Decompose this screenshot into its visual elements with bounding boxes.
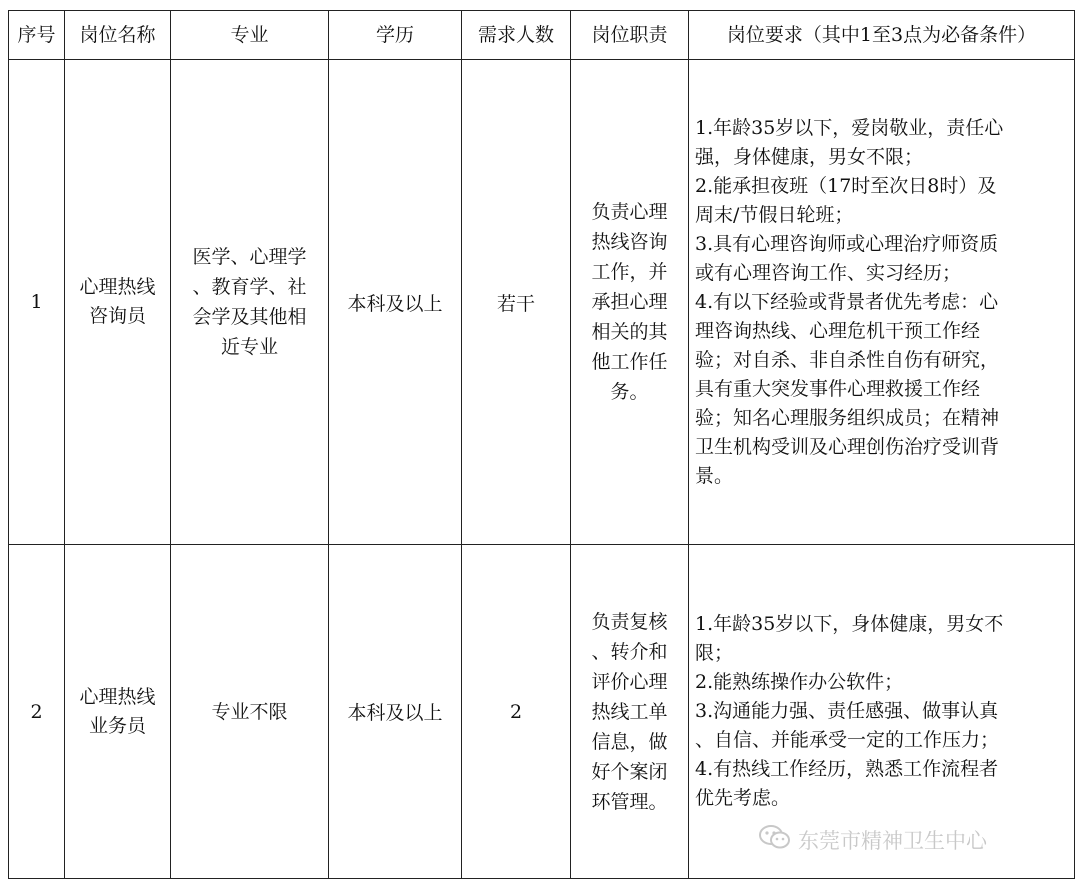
row-position (65, 60, 171, 545)
requirement-line: 卫生机构受训及心理创伤治疗受训背 (695, 435, 1000, 458)
position-line: 咨询员 (88, 305, 146, 327)
requirement-line: 景。 (695, 464, 734, 487)
header-education: 学历 (329, 11, 462, 60)
requirement-line: 强，身体健康，男女不限； (695, 145, 924, 168)
requirement-line: 1.年龄35岁以下，身体健康，男女不 (695, 613, 1004, 635)
row-education: 本科及以上 (329, 545, 462, 879)
major-line: 、教育学、社 (192, 276, 307, 298)
requirement-line: 4.有热线工作经历，熟悉工作流程者 (695, 758, 999, 780)
row-major (171, 60, 329, 545)
row-requirements (689, 60, 1075, 545)
duty-line: 环管理。 (591, 790, 668, 813)
duty-line: 务。 (610, 381, 649, 403)
watermark-text: 东莞市精神卫生中心 (798, 828, 987, 853)
requirement-line: 或有心理咨询工作、实习经历； (695, 261, 962, 284)
position-line: 心理热线 (79, 685, 156, 708)
requirement-line: 1.年龄35岁以下，爱岗敬业，责任心 (695, 116, 1004, 139)
duty-line: 评价心理 (591, 670, 668, 693)
header-duties: 岗位职责 (571, 11, 689, 60)
duty-line: 、转介和 (591, 640, 668, 663)
row-index: 1 (9, 60, 65, 545)
row-major (171, 545, 329, 879)
header-position: 岗位名称 (65, 11, 171, 60)
major-line: 近专业 (220, 336, 278, 358)
requirement-line: 验；对自杀、非自杀性自伤有研究， (695, 348, 1000, 371)
job-table (8, 10, 1075, 879)
requirement-line: 理咨询热线、心理危机干预工作经 (695, 319, 981, 342)
requirement-line: 周末/节假日轮班； (695, 203, 854, 226)
wechat-icon (758, 823, 798, 856)
major-line: 医学、心理学 (192, 246, 307, 268)
position-line: 心理热线 (79, 276, 156, 298)
row-count: 若干 (462, 60, 571, 545)
requirement-line: 3.具有心理咨询师或心理治疗师资质 (695, 232, 999, 255)
header-index: 序号 (9, 11, 65, 60)
row-duties (571, 545, 689, 879)
header-count: 需求人数 (462, 11, 571, 60)
duty-line: 负责心理 (591, 201, 668, 223)
requirement-line: 优先考虑。 (695, 787, 791, 809)
duty-line: 热线咨询 (591, 231, 668, 253)
duty-line: 热线工单 (591, 700, 668, 723)
duty-line: 他工作任 (591, 351, 668, 373)
duty-line: 好个案闭 (591, 760, 668, 783)
row-education: 本科及以上 (329, 60, 462, 545)
requirement-line: 4.有以下经验或背景者优先考虑：心 (695, 290, 999, 313)
watermark (758, 823, 987, 856)
duty-line: 信息，做 (591, 730, 668, 753)
requirement-line: 2.能熟练操作办公软件； (695, 671, 904, 693)
duty-line: 负责复核 (591, 610, 668, 633)
duty-line: 工作，并 (591, 261, 668, 283)
major-line: 专业不限 (211, 700, 288, 723)
row-position (65, 545, 171, 879)
header-requirements: 岗位要求（其中1至3点为必备条件） (689, 11, 1075, 60)
row-duties (571, 60, 689, 545)
table-row (9, 60, 1075, 545)
row-index: 2 (9, 545, 65, 879)
requirement-line: 3.沟通能力强、责任感强、做事认真 (695, 700, 999, 722)
table-header-row (9, 11, 1075, 60)
position-line: 业务员 (88, 714, 146, 737)
duty-line: 相关的其 (591, 321, 668, 343)
requirement-line: 2.能承担夜班（17时至次日8时）及 (695, 174, 997, 197)
row-count: 2 (462, 545, 571, 879)
duty-line: 承担心理 (591, 291, 668, 313)
requirement-line: 限； (695, 642, 734, 664)
requirement-line: 、自信、并能承受一定的工作压力； (695, 729, 1000, 751)
header-major: 专业 (171, 11, 329, 60)
major-line: 会学及其他相 (192, 306, 307, 328)
requirement-line: 验；知名心理服务组织成员；在精神 (695, 406, 1000, 429)
requirement-line: 具有重大突发事件心理救援工作经 (695, 377, 981, 400)
